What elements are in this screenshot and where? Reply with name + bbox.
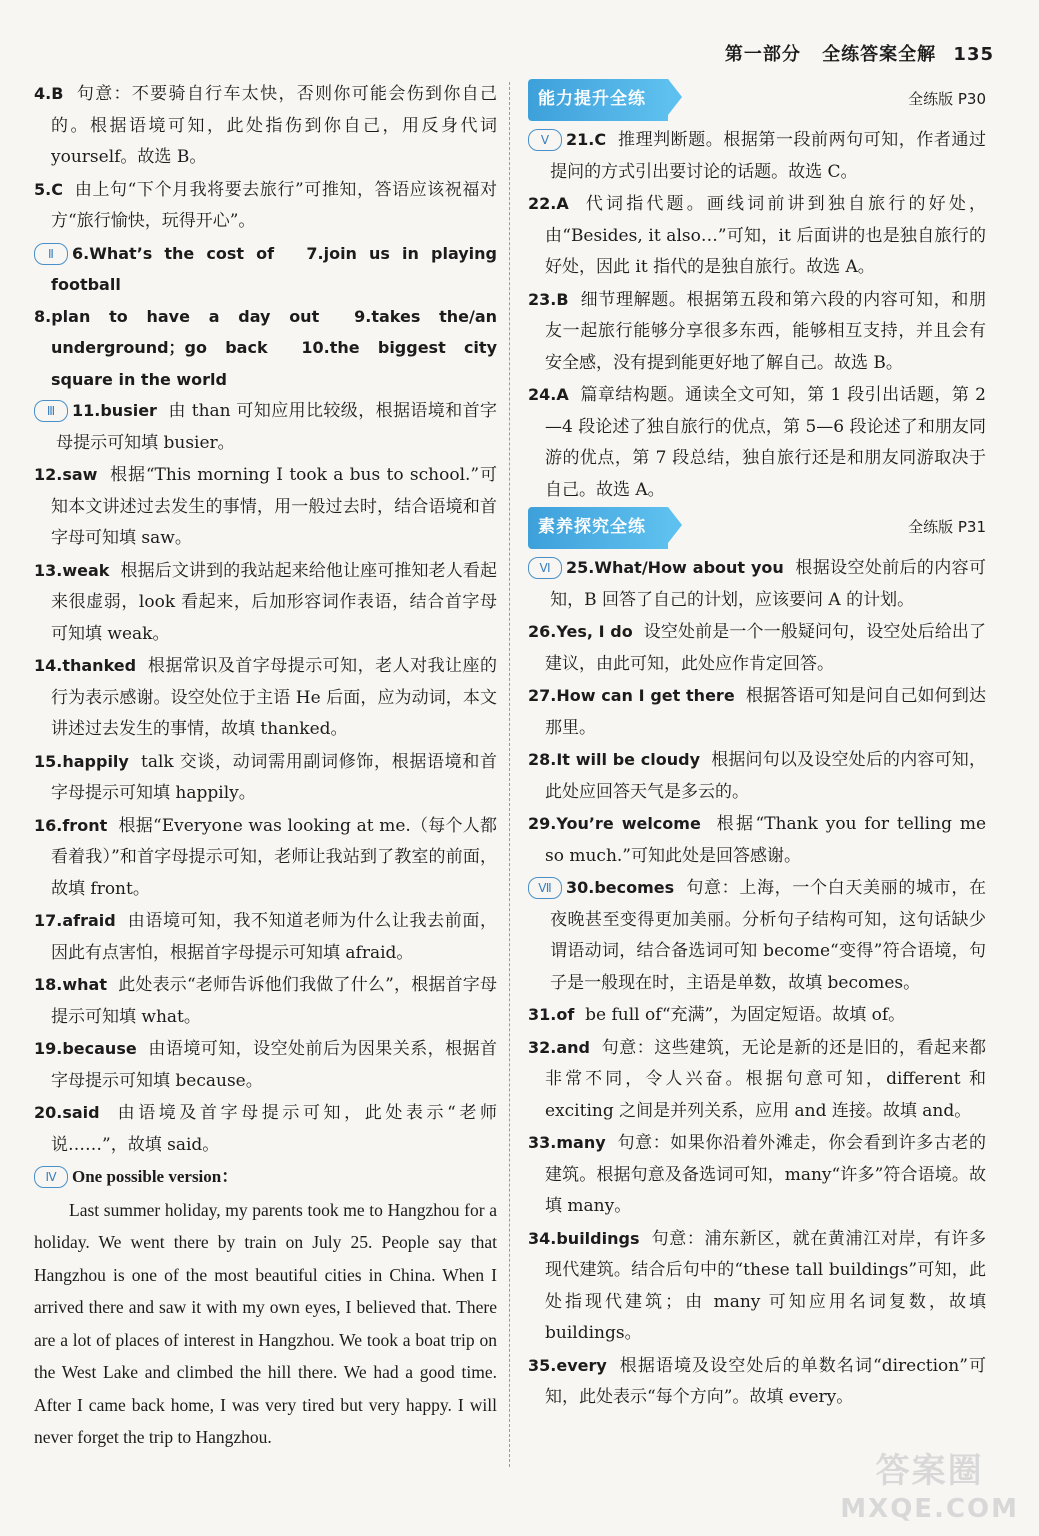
answer-29: 29.You’re welcome 根据“Thank you for telling me so much.”可知此处是回答感谢。 bbox=[528, 814, 987, 866]
answer-25: Ⅵ 25.What/How about you 根据设空处前后的内容可知，B 回答了自己的计划，应该要问 A 的计划。 bbox=[528, 552, 986, 616]
answer-27: 27.How can I get there 根据答语可知是问自己如何到达那里。 bbox=[528, 686, 987, 738]
sample-essay bbox=[34, 1194, 497, 1454]
column-divider bbox=[509, 82, 510, 1467]
writing-heading: Ⅳ One possible version： bbox=[34, 1161, 497, 1194]
answer-32: 32.and 句意：这些建筑，无论是新的还是旧的，看起来都非常不同，令人兴奋。根据句意可知，different 和 exciting 之间是并列关系，应用 and 连接。故填 and。 bbox=[528, 1037, 987, 1121]
book-title: 全练答案全解 bbox=[822, 44, 937, 65]
left-column bbox=[34, 78, 497, 1454]
banner-ability-ref: 全练版 P30 bbox=[908, 90, 986, 109]
section-badge-4: Ⅳ bbox=[34, 1166, 68, 1188]
answer-24: 24.A 篇章结构题。通读全文可知，第 1 段引出话题，第 2—4 段论述了独自旅行的优点，第 5—6 段论述了和朋友同游的优点，第 7 段总结，独自旅行还是和朋友同游取决于自己。故选 A。 bbox=[528, 385, 986, 500]
section-2-answers-cont: 8.plan to have a day out 9.takes the/an underground；go back 10.the biggest city square in the world bbox=[34, 306, 498, 389]
answer-23: 23.B 细节理解题。根据第五段和第六段的内容可知，和朋友一起旅行能够分享很多东西，能够相互支持，并且会有安全感，没有提到能更好地了解自己。故选 B。 bbox=[528, 289, 987, 373]
essay-paragraph: Last summer holiday, my parents took me to Hangzhou for a holiday. We went there by train on July 25. People say that Hangzhou is one of the most beautiful cities in China. When I arrived there and saw it with my own eyes, I believed that. There are a lot of places of interest in Hangzhou. We took a boat trip on the West Lake and climbed the hill there. We had a good time. After I came back home, I was very tired but very happy. I will never forget the trip to Hangzhou. bbox=[34, 1199, 497, 1447]
answer-28: 28.It will be cloudy 根据问句以及设空处后的内容可知，此处应回答天气是多云的。 bbox=[528, 750, 986, 802]
answer-5: 5.C 由上句“下个月我将要去旅行”可推知，答语应该祝福对方“旅行愉快，玩得开心”。 bbox=[34, 179, 497, 231]
answer-31: 31.of be full of“充满”，为固定短语。故填 of。 bbox=[528, 1005, 906, 1025]
banner-literacy-tag: 素养探究全练 bbox=[528, 507, 668, 549]
answer-12: 12.saw 根据“This morning I took a bus to school.”可知本文讲述过去发生的事情，用一般过去时，结合语境和首字母可知填 saw。 bbox=[34, 465, 497, 548]
page-number: 135 bbox=[953, 44, 994, 65]
banner-ability bbox=[528, 82, 986, 118]
section-badge-5: Ⅴ bbox=[528, 129, 562, 151]
answer-4: 4.B 句意：不要骑自行车太快，否则你可能会伤到你自己的。根据语境可知，此处指伤到你自己，用反身代词 yourself。故选 B。 bbox=[34, 84, 498, 167]
section-2-answers: Ⅱ 6.What’s the cost of 7.join us in playing football bbox=[34, 238, 497, 301]
section-badge-6: Ⅵ bbox=[528, 557, 562, 579]
answer-17: 17.afraid 由语境可知，我不知道老师为什么让我去前面，因此有点害怕，根据首字母提示可知填 afraid。 bbox=[34, 911, 497, 963]
answer-33: 33.many 句意：如果你沿着外滩走，你会看到许多古老的建筑。根据句意及备选词可知，many“许多”符合语境。故填 many。 bbox=[528, 1133, 986, 1216]
banner-literacy bbox=[528, 510, 986, 546]
right-column bbox=[528, 78, 986, 1414]
section-badge-7: Ⅶ bbox=[528, 877, 562, 899]
answer-34: 34.buildings 句意：浦东新区，就在黄浦江对岸，有许多现代建筑。结合后句中的“these tall buildings”可知，此处指现代建筑；由 many 可知应用名词复数，故填 buildings。 bbox=[528, 1228, 987, 1343]
answer-13: 13.weak 根据后文讲到的我站起来给他让座可推知老人看起来很虚弱，look 看起来，后加形容词作表语，结合首字母可知填 weak。 bbox=[34, 560, 498, 644]
banner-literacy-ref: 全练版 P31 bbox=[908, 518, 986, 537]
answer-22: 22.A 代词指代题。画线词前讲到独自旅行的好处，由“Besides, it also…”可知，it 后面讲的也是独自旅行的好处，因此 it 指代的是独自旅行。故选 A。 bbox=[528, 194, 986, 277]
answer-18: 18.what 此处表示“老师告诉他们我做了什么”，根据首字母提示可知填 what。 bbox=[34, 975, 497, 1027]
section-badge-2: Ⅱ bbox=[34, 243, 68, 265]
answer-35: 35.every 根据语境及设空处后的单数名词“direction”可知，此处表示“每个方向”。故填 every。 bbox=[528, 1355, 986, 1407]
answer-11: Ⅲ 11.busier 由 than 可知应用比较级，根据语境和首字母提示可知填 busier。 bbox=[34, 395, 497, 459]
section-badge-3: Ⅲ bbox=[34, 400, 68, 422]
answer-26: 26.Yes, I do 设空处前是一个一般疑问句，设空处后给出了建议，由此可知，此处应作肯定回答。 bbox=[528, 622, 987, 674]
answer-21: Ⅴ 21.C 推理判断题。根据第一段前两句可知，作者通过提问的方式引出要讨论的话题。故选 C。 bbox=[528, 124, 986, 188]
answer-14: 14.thanked 根据常识及首字母提示可知，老人对我让座的行为表示感谢。设空处位于主语 He 后面，应为动词，本文讲述过去发生的事情，故填 thanked。 bbox=[34, 656, 498, 739]
answer-16: 16.front 根据“Everyone was looking at me.（每个人都看着我）”和首字母提示可知，老师让我站到了教室的前面，故填 front。 bbox=[34, 815, 497, 899]
watermark-logo: 答案圈 MXQE.COM bbox=[840, 1451, 1019, 1524]
answer-20: 20.said 由语境及首字母提示可知，此处表示“老师说……”，故填 said。 bbox=[34, 1103, 497, 1155]
answer-30: Ⅶ 30.becomes 句意：上海，一个白天美丽的城市，在夜晚甚至变得更加美丽。分析句子结构可知，这句话缺少谓语动词，结合备选词可知 become“变得”符合语境，句子是一般现在时，主语是单数，故填 becomes。 bbox=[528, 872, 986, 999]
answer-19: 19.because 由语境可知，设空处前后为因果关系，根据首字母提示可知填 because。 bbox=[34, 1039, 498, 1091]
section-label: 第一部分 bbox=[724, 44, 801, 65]
banner-ability-tag: 能力提升全练 bbox=[528, 79, 668, 121]
page-header bbox=[725, 40, 994, 66]
answer-15: 15.happily talk 交谈，动词需用副词修饰，根据语境和首字母提示可知填 happily。 bbox=[34, 751, 498, 803]
